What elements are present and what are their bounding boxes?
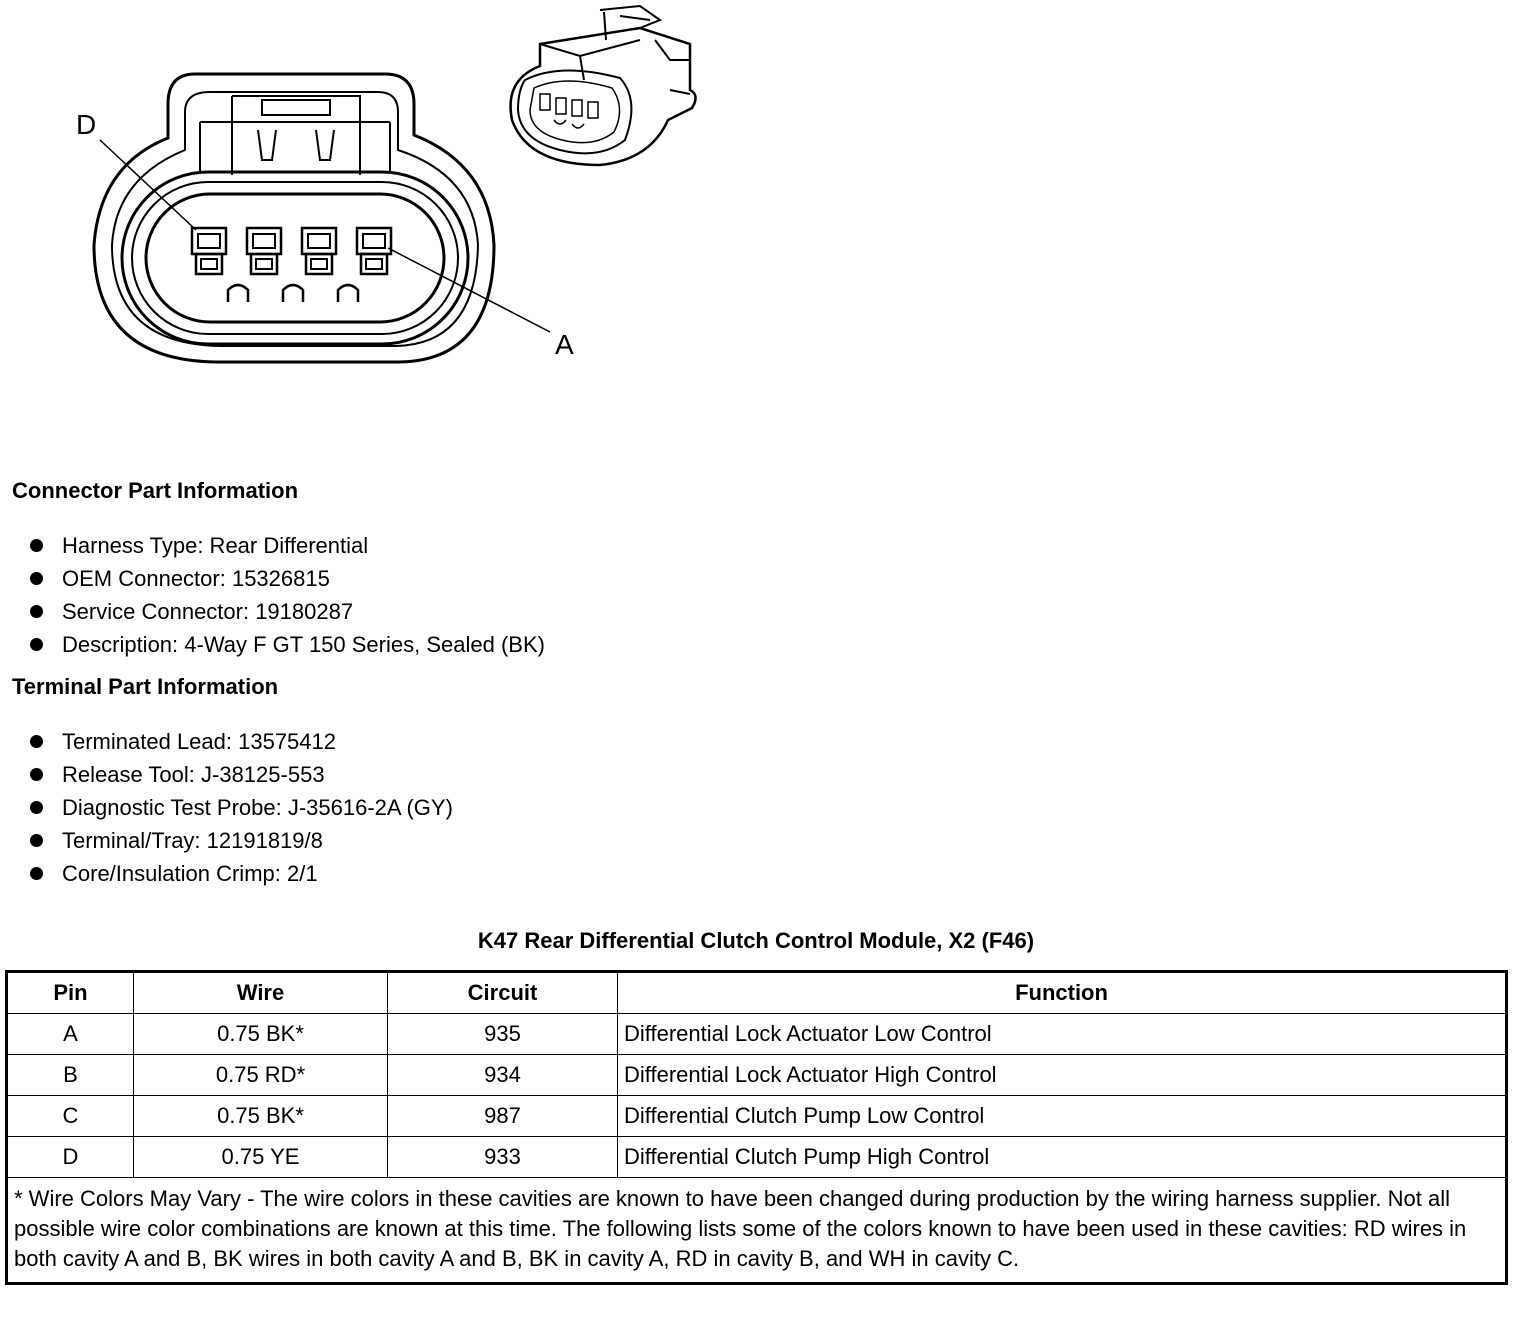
list-item: Terminated Lead: 13575412 (30, 725, 453, 758)
bullet-icon (30, 768, 43, 781)
list-item: Terminal/Tray: 12191819/8 (30, 824, 453, 857)
list-item: Diagnostic Test Probe: J-35616-2A (GY) (30, 791, 453, 824)
terminal-info-list (30, 725, 453, 890)
connector-info-list (30, 529, 545, 661)
pin-label-d: D (76, 109, 97, 140)
leader-line-d (100, 140, 196, 230)
keying-bumps (228, 285, 358, 302)
table-row (7, 1137, 1507, 1178)
list-item: Core/Insulation Crimp: 2/1 (30, 857, 453, 890)
cavity-d (192, 228, 226, 274)
latch-tabs (258, 100, 334, 160)
cell-circuit: 933 (388, 1137, 618, 1178)
terminal-info-heading: Terminal Part Information (12, 674, 279, 699)
pin-label-a: A (555, 329, 574, 360)
header-wire: Wire (134, 972, 388, 1014)
cavity-c (247, 228, 281, 274)
table-row (7, 1055, 1507, 1096)
bullet-icon (30, 638, 43, 651)
list-item: Description: 4-Way F GT 150 Series, Sealed (BK) (30, 628, 545, 661)
pinout-table (5, 970, 1508, 1285)
table-row (7, 1096, 1507, 1137)
cell-wire: 0.75 RD* (134, 1055, 388, 1096)
connector-info-heading: Connector Part Information (12, 478, 299, 503)
list-item: Service Connector: 19180287 (30, 595, 545, 628)
table-header-row (7, 972, 1507, 1014)
bullet-icon (30, 605, 43, 618)
cell-function: Differential Lock Actuator Low Control (618, 1014, 1507, 1055)
bullet-icon (30, 572, 43, 585)
list-item: Release Tool: J-38125-553 (30, 758, 453, 791)
cell-function: Differential Lock Actuator High Control (618, 1055, 1507, 1096)
bullet-icon (30, 867, 43, 880)
connector-isometric-view (511, 6, 696, 165)
connector-diagram (0, 0, 760, 420)
seal-ring-outer (122, 172, 468, 344)
cell-circuit: 987 (388, 1096, 618, 1137)
list-item: Harness Type: Rear Differential (30, 529, 545, 562)
cell-wire: 0.75 BK* (134, 1096, 388, 1137)
cavity-b (302, 228, 336, 274)
cell-function: Differential Clutch Pump High Control (618, 1137, 1507, 1178)
cell-pin: A (7, 1014, 134, 1055)
latch (200, 96, 390, 175)
bullet-icon (30, 539, 43, 552)
seal-ring-middle (132, 182, 458, 334)
cavity-a (357, 228, 391, 274)
cell-function: Differential Clutch Pump Low Control (618, 1096, 1507, 1137)
cell-circuit: 935 (388, 1014, 618, 1055)
connector-outer-outline (94, 74, 494, 362)
bullet-icon (30, 801, 43, 814)
cell-circuit: 934 (388, 1055, 618, 1096)
list-item: OEM Connector: 15326815 (30, 562, 545, 595)
header-function: Function (618, 972, 1507, 1014)
seal-ring-inner (146, 194, 444, 322)
cell-pin: B (7, 1055, 134, 1096)
cell-pin: D (7, 1137, 134, 1178)
table-title: K47 Rear Differential Clutch Control Module, X2 (F46) (477, 928, 1035, 953)
header-circuit: Circuit (388, 972, 618, 1014)
bullet-icon (30, 834, 43, 847)
bullet-icon (30, 735, 43, 748)
cell-wire: 0.75 BK* (134, 1014, 388, 1055)
cell-pin: C (7, 1096, 134, 1137)
table-note-row (7, 1178, 1507, 1284)
header-pin: Pin (7, 972, 134, 1014)
wire-color-note: * Wire Colors May Vary - The wire colors in these cavities are known to have been changed during production by the wiring harness supplier. Not all possible wire color combinations are known at this time. The following lists some of the colors known to have been used in these cavities: RD wires in both cavity A and B, BK wires in both cavity A and B, BK in cavity A, RD in cavity B, and WH in cavity C. (7, 1178, 1507, 1284)
cell-wire: 0.75 YE (134, 1137, 388, 1178)
table-row (7, 1014, 1507, 1055)
